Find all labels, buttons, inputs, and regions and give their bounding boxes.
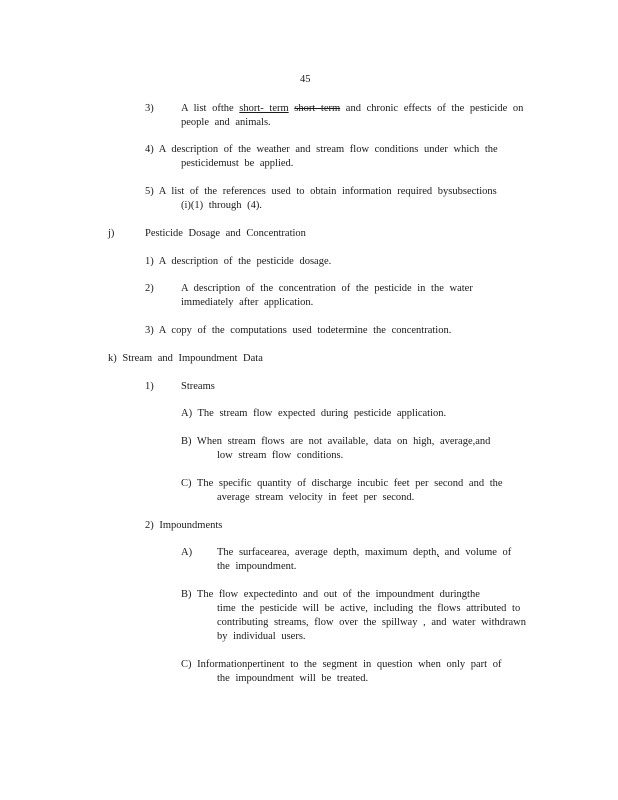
k2-a-text-a: The surfacearea, average depth, maximum depth — [217, 547, 437, 558]
k2-b-line-3: contributing streams, flow over the spillway , and water withdrawn — [217, 617, 526, 628]
k1-b-line-2: low stream flow conditions. — [217, 450, 344, 461]
k2-a-text-c: and volume of — [444, 547, 512, 558]
page-number: 45 — [300, 74, 311, 85]
k1-c-line-2: average stream velocity in feet per second. — [217, 492, 415, 503]
k2-b-line-4: by individual users. — [217, 631, 306, 642]
k2-b-line-1: B) The flow expectedinto and out of the impoundment duringthe — [181, 589, 480, 600]
j-item-2-line-1: A description of the concentration of the pesticide in the water — [181, 283, 473, 294]
k2-a-label: A) — [181, 547, 193, 558]
section-k-title: k) Stream and Impoundment Data — [108, 353, 263, 364]
k1-c-line-1: C) The specific quantity of discharge incubic feet per second and the — [181, 478, 503, 489]
j-item-3: 3) A copy of the computations used todetermine the concentration. — [145, 325, 452, 336]
k2-a-line-2: the impoundment. — [217, 561, 297, 572]
k1-b-line-1: B) When stream flows are not available, data on high, average,and — [181, 436, 491, 447]
item-3-line-2: people and animals. — [181, 117, 271, 128]
item-3-text-d: and chronic effects of the pesticide on — [345, 103, 524, 114]
j-item-2-line-2: immediately after application. — [181, 297, 314, 308]
k2-c-line-1: C) Informationpertinent to the segment in question when only part of — [181, 659, 502, 670]
item-4-line-1: 4) A description of the weather and stream flow conditions under which the — [145, 144, 498, 155]
k2-b-line-2: time the pesticide will be active, including the flows attributed to — [217, 603, 521, 614]
k-item-1-title: Streams — [181, 381, 215, 392]
item-3-struck-text: short term — [294, 103, 341, 114]
k2-a-line-1 — [217, 546, 511, 559]
item-3-number: 3) — [145, 103, 154, 114]
item-3-text-a: A list ofthe — [181, 103, 234, 114]
k-item-1-number: 1) — [145, 381, 154, 392]
item-3-inserted-text: short- term — [239, 103, 289, 114]
item-3-line-1 — [181, 102, 523, 115]
j-item-1: 1) A description of the pesticide dosage. — [145, 256, 332, 267]
item-4-line-2: pesticidemust be applied. — [181, 158, 294, 169]
k1-a: A) The stream flow expected during pesticide application. — [181, 408, 447, 419]
item-5-line-2: (i)(1) through (4). — [181, 200, 262, 211]
k2-c-line-2: the impoundment will be treated. — [217, 673, 369, 684]
section-j-title: Pesticide Dosage and Concentration — [145, 228, 306, 239]
section-j-label: j) — [108, 228, 115, 239]
j-item-2-number: 2) — [145, 283, 154, 294]
item-5-line-1: 5) A list of the references used to obtain information required bysubsections — [145, 186, 497, 197]
k-item-2-title: 2) Impoundments — [145, 520, 223, 531]
k2-a-inserted-comma: , — [436, 547, 439, 558]
